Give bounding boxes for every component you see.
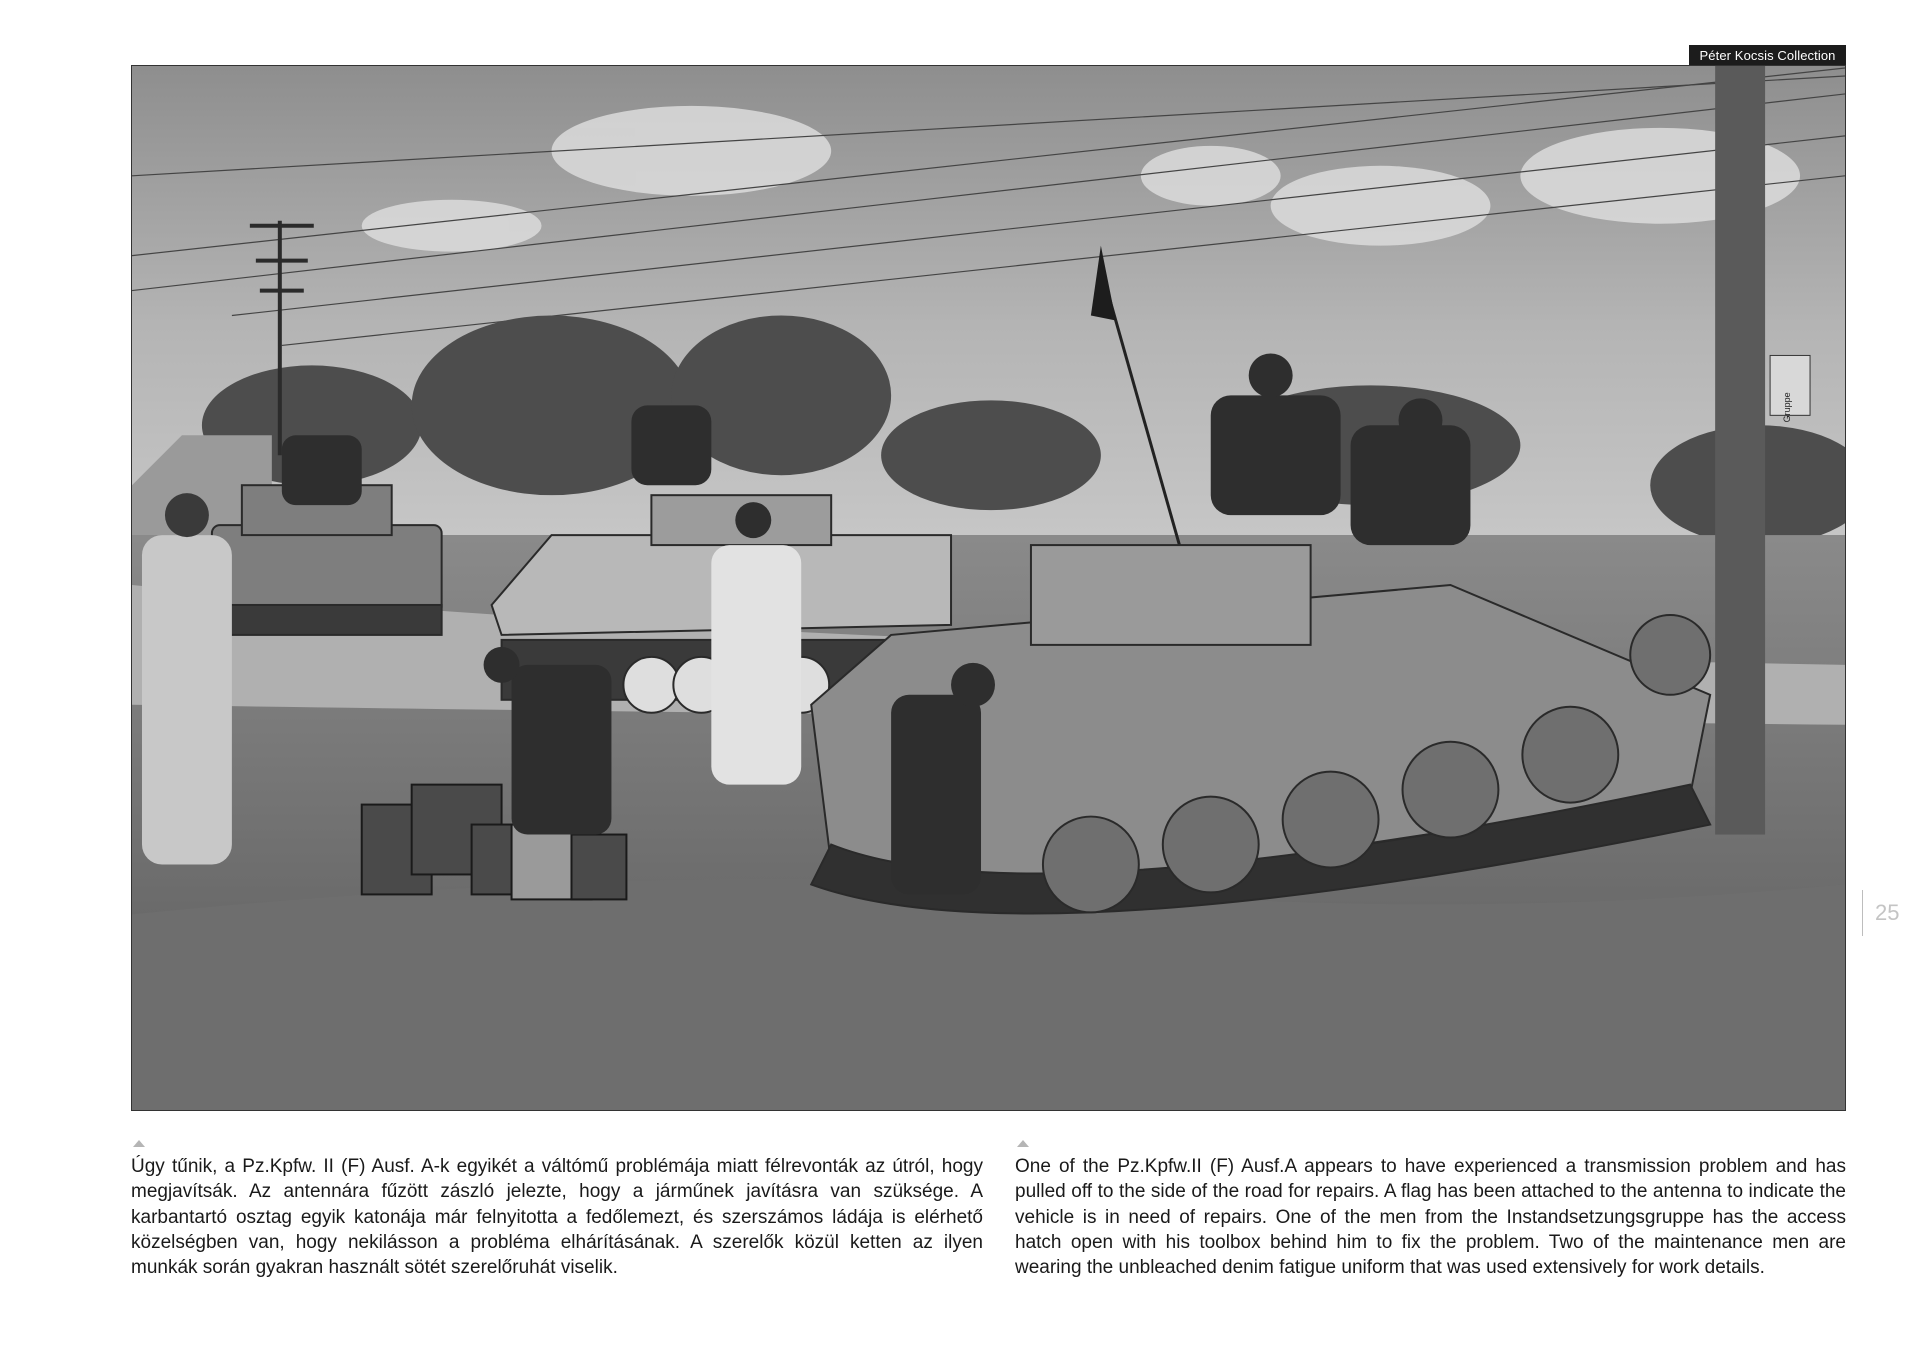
archival-photograph xyxy=(131,65,1846,1111)
page-number: 25 xyxy=(1862,890,1899,936)
road-sign-text: Gruppe xyxy=(1782,392,1793,423)
caption-hungarian-text: Úgy tűnik, a Pz.Kpfw. II (F) Ausf. A-k egyikét a váltómű problémája miatt félrevonták az útról, hogy megjavítsák. Az antennára fűzött zászló jelezte, hogy a járműnek javításra van szüksége. A karbantartó osztag egyik katonája már felnyitotta a fedőlemezt, és szerszámos ládája is elérhető közelségben van, hogy nekilásson a probléma elhárításának. A szerelők közül ketten az ilyen munkák során gyakran használt sötét szerelőruhát viselik. xyxy=(131,1156,983,1279)
caption-english-text: One of the Pz.Kpfw.II (F) Ausf.A appears to have experienced a transmission problem and has pulled off to the side of the road for repairs. A flag has been attached to the antenna to indicate the vehicle is in need of repairs. One of the men from the Instandsetzungsgruppe has the access hatch open with his toolbox behind him to fix the problem. Two of the maintenance men are wearing the unbleached denim fatigue uniform that was used extensively for work details. xyxy=(1015,1156,1846,1279)
caption-marker-icon xyxy=(133,1140,145,1147)
caption-marker-icon xyxy=(1017,1140,1029,1147)
telegraph-pole-near xyxy=(1715,66,1765,835)
photo-credit: Péter Kocsis Collection xyxy=(1689,45,1846,66)
caption-english xyxy=(1015,1140,1846,1280)
caption-hungarian xyxy=(131,1140,983,1280)
